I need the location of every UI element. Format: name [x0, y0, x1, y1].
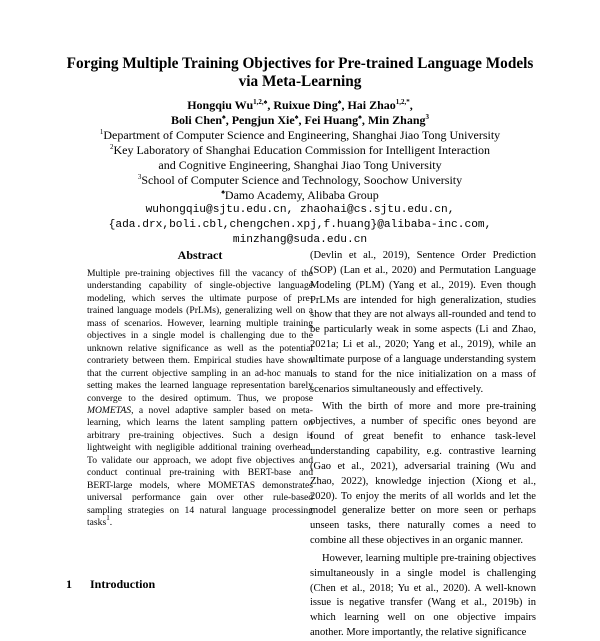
abstract-text: . [109, 517, 113, 529]
abstract-text: , a novel adaptive sampler based on meta-learning, which learns the latent sampling pattern on arbitrary pre-training objectives. Such a design is lightweight with negligible additional training overhead. To validate our approach, we adopt five objectives and conduct continual pre-training with BERT-base and BERT-large models, where MOMETAS demonstrates universal performance gain over other rule-based sampling strategies on 14 natural language processing tasks [87, 404, 313, 529]
author-line-2: Boli Chen♠, Pengjun Xie♠, Fei Huang♠, Min Zhang$^3$ [170, 113, 430, 127]
author-mark: ♠ [337, 98, 342, 106]
email-line-2[interactable]: {ada.drx,boli.cbl,chengchen.xpj,f.huang}@alibaba-inc.com, [108, 219, 492, 231]
affiliation-1 [40, 128, 560, 143]
author-mark: ♠ [358, 113, 362, 121]
email-line-1[interactable]: wuhongqiu@sjtu.edu.cn, zhaohai@cs.sjtu.edu.cn, [145, 204, 455, 216]
author-name: Ruixue Ding [273, 98, 338, 112]
affiliation-4 [40, 188, 560, 203]
abstract-body [87, 268, 313, 530]
email-line-3[interactable]: minzhang@suda.edu.cn [232, 234, 368, 246]
affiliation-2-line-2: and Cognitive Engineering, Shanghai Jiao Tong University [158, 158, 442, 172]
affiliation-3 [40, 173, 560, 188]
affiliation-mark: 1 [99, 128, 104, 136]
author-mark: ♠ [294, 113, 299, 121]
author-mark: 3 [425, 113, 430, 121]
affiliation-mark: 2 [109, 143, 114, 151]
abstract-heading: Abstract [177, 248, 223, 262]
section-heading-introduction [66, 577, 155, 592]
paragraph: However, learning multiple pre-training objectives simultaneously in a single model is challenging (Chen et al., 2018; Yu et al., 2020). A well-known issue is negative transfer (Wang et al., 2019b) in which learning well on one objective impairs another. More importantly, the relative significance [310, 552, 536, 639]
author-name: Hai Zhao [347, 98, 396, 112]
author-name: Min Zhang [367, 113, 426, 127]
author-mark: 1,2,* [395, 98, 410, 106]
author-mark: 1,2,♠ [253, 98, 268, 106]
affiliation-mark: 3 [137, 173, 142, 181]
affiliation-mark: ♠ [221, 188, 225, 196]
right-column [310, 249, 536, 641]
affiliation-text: Damo Academy, Alibaba Group [224, 188, 379, 202]
paragraph: With the birth of more and more pre-training objectives, a number of specific ones beyond are found of great benefit to enhance task-level understanding capability, e.g. contrastive learning (Gao et al., 2021), adversarial training (Wu and Zhao, 2022), knowledge injection (Xiong et al., 2020). To enjoy the merits of all worlds and let the model generalize better on more seen or perhaps unseen tasks, there naturally comes a need to combine all these objectives in an organic manner. [310, 401, 536, 547]
paper-title-line-1: Forging Multiple Training Objectives for Pre-trained Language Models [66, 55, 534, 72]
author-name: Pengjun Xie [231, 113, 295, 127]
affiliation-text: Key Laboratory of Shanghai Education Commission for Intelligent Interaction [113, 143, 491, 157]
author-line-1: Hongqiu $Wu^{1,2,♠}$, Ruixue Ding♠, Hai Zhao$^{1,2,*}$, [187, 98, 413, 112]
affiliation-text: Department of Computer Science and Engineering, Shanghai Jiao Tong University [103, 128, 501, 142]
author-name: Boli Chen [170, 113, 222, 127]
section-title: Introduction [90, 577, 156, 591]
author-mark: ♠ [222, 113, 226, 121]
paper-title-line-2: via Meta-Learning [238, 73, 362, 90]
author-name: Fei Huang [304, 113, 359, 127]
affiliation-2-line-1 [40, 143, 560, 158]
abstract-text: Multiple pre-training objectives fill the vacancy of the understanding capability of single-objective language modeling, which serves the ultimate purpose of pre-trained language models (PrLMs), generalizing well on a mass of scenarios. However, learning multiple training objectives in a single model is challenging due to the unknown relative significance as well as the potential contrariety between them. Empirical studies have shown that the current objective sampling in an ad-hoc manual setting makes the learned language representation barely converge to the desired optimum. Thus, we propose [87, 268, 313, 404]
section-number: 1 [66, 577, 72, 591]
paragraph: (Devlin et al., 2019), Sentence Order Prediction (SOP) (Lan et al., 2020) and Permutation Language Modeling (PLM) (Yang et al., 2019). Even though PrLMs are intended for high generalization, studies show that they are not always all-rounded and tend to be particularly weak in some aspects (Li and Zhao, 2021a; Li et al., 2020; Yang et al., 2019), while an ultimate purpose of a language understanding system is to stand for the nice initialization on a mass of scenarios simultaneously and effectively. [310, 250, 536, 395]
author-name: Hongqiu Wu [187, 98, 254, 112]
abstract-emphasis: MOMETAS [87, 404, 132, 416]
affiliation-text: School of Computer Science and Technology, Soochow University [141, 173, 463, 187]
footnote-marker[interactable]: 1 [106, 514, 110, 523]
